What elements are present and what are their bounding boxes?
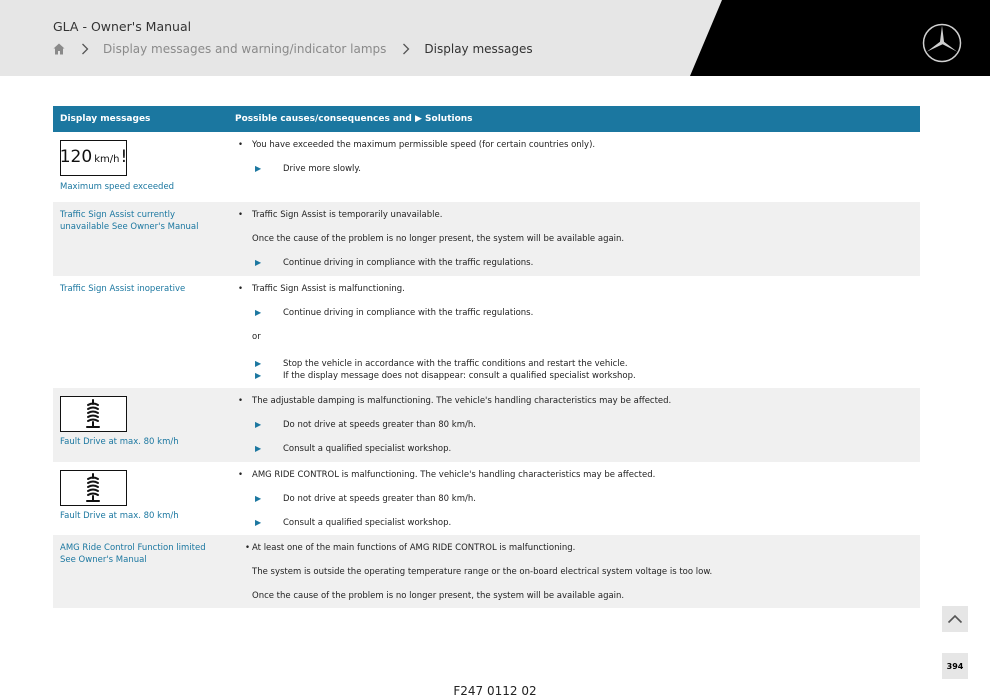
table-row <box>53 388 920 462</box>
cause-text: At least one of the main functions of AMG RIDE CONTROL is malfunctioning. <box>252 543 576 553</box>
message-cell <box>53 132 235 202</box>
solution-arrow-icon: ▶ <box>255 494 262 503</box>
mercedes-star-logo[interactable] <box>922 23 962 63</box>
solution-text: If the display message does not disappear: consult a qualified specialist workshop. <box>283 371 636 381</box>
solution-arrow-icon: ▶ <box>255 359 262 368</box>
table-row <box>53 462 920 535</box>
cause-text: Traffic Sign Assist is temporarily unavailable. <box>252 210 443 220</box>
breadcrumb-link-display-messages-lamps[interactable]: Display messages and warning/indicator lamps <box>103 42 387 56</box>
chevron-up-icon <box>947 614 963 624</box>
message-cell <box>53 202 235 276</box>
solution-cell: • AMG RIDE CONTROL is malfunctioning. The vehicle's handling characteristics may be affected. ▶ Do not drive at speeds greater than 80 km/h. ▶ Consult a qualified specialist workshop. <box>238 470 656 528</box>
suspension-spring-icon <box>60 470 127 506</box>
solution-text: Drive more slowly. <box>283 164 361 174</box>
breadcrumb-current: Display messages <box>424 42 533 56</box>
breadcrumb <box>53 42 533 56</box>
footer-code: F247 0112 02 <box>453 684 537 698</box>
solution-arrow-icon: ▶ <box>255 164 262 173</box>
table-row <box>53 276 920 388</box>
cause-text: Traffic Sign Assist is malfunctioning. <box>252 284 405 294</box>
solution-text: Consult a qualified specialist workshop. <box>283 518 452 528</box>
suspension-spring-icon <box>60 396 127 432</box>
table-row <box>53 535 920 608</box>
scroll-to-top-button[interactable] <box>942 606 968 632</box>
message-cell <box>53 462 235 535</box>
header <box>0 0 990 76</box>
note-text: Once the cause of the problem is no longer present, the system will be available again. <box>252 591 625 601</box>
solution-arrow-icon: ▶ <box>255 258 262 267</box>
solution-arrow-icon: ▶ <box>255 308 262 317</box>
solution-cell: • At least one of the main functions of AMG RIDE CONTROL is malfunctioning. The system is outside the operating temperature range or the on-board electrical system voltage is too low. Once the cause of the problem is no longer present, the system will be available again. <box>245 543 713 601</box>
column-header-display-messages: Display messages <box>60 114 151 124</box>
solution-text: Consult a qualified specialist workshop. <box>283 444 452 454</box>
solution-text: Do not drive at speeds greater than 80 km/h. <box>283 494 476 504</box>
table-header <box>53 106 920 132</box>
message-cell <box>53 276 235 388</box>
message-cell <box>53 388 235 462</box>
table-row <box>53 202 920 276</box>
chevron-right-icon <box>402 43 410 55</box>
solution-arrow-icon: ▶ <box>255 444 262 453</box>
manual-title: GLA - Owner's Manual <box>53 19 192 34</box>
note-text: Once the cause of the problem is no longer present, the system will be available again. <box>252 234 625 244</box>
note-text: The system is outside the operating temperature range or the on-board electrical system voltage is too low. <box>252 567 713 577</box>
page-number-badge <box>942 653 968 679</box>
message-label[interactable]: AMG Ride Control Function limited See Owner's Manual <box>60 543 206 565</box>
solution-text: Continue driving in compliance with the traffic regulations. <box>283 308 534 318</box>
message-cell <box>53 535 235 608</box>
message-label[interactable]: Traffic Sign Assist inoperative <box>60 284 186 294</box>
home-icon[interactable] <box>53 43 65 55</box>
solution-text: Do not drive at speeds greater than 80 km/h. <box>283 420 476 430</box>
solution-cell: • Traffic Sign Assist is temporarily unavailable. Once the cause of the problem is no longer present, the system will be available again. ▶ Continue driving in compliance with the traffic regulations. <box>238 210 625 268</box>
display-messages-table <box>53 106 920 608</box>
table-row <box>53 132 920 202</box>
cause-text: The adjustable damping is malfunctioning. The vehicle's handling characteristics may be affected. <box>252 396 672 406</box>
message-label[interactable]: Traffic Sign Assist currently unavailable See Owner's Manual <box>60 210 199 232</box>
or-text: or <box>252 332 261 342</box>
cause-text: You have exceeded the maximum permissible speed (for certain countries only). <box>252 140 596 150</box>
solution-cell: • You have exceeded the maximum permissible speed (for certain countries only). ▶ Drive more slowly. <box>238 140 596 174</box>
cause-text: AMG RIDE CONTROL is malfunctioning. The vehicle's handling characteristics may be affected. <box>252 470 656 480</box>
speed-limit-icon: 120 km/h ! <box>60 140 127 176</box>
solution-arrow-icon: ▶ <box>255 371 262 380</box>
page-number: 394 <box>946 661 964 671</box>
solution-text: Stop the vehicle in accordance with the traffic conditions and restart the vehicle. <box>283 359 628 369</box>
message-label[interactable]: Maximum speed exceeded <box>60 182 175 192</box>
column-header-causes-solutions: Possible causes/consequences and ▶ Solutions <box>235 114 473 124</box>
message-label[interactable]: Fault Drive at max. 80 km/h <box>60 511 179 521</box>
solution-arrow-icon: ▶ <box>255 420 262 429</box>
solution-arrow-icon: ▶ <box>255 518 262 527</box>
chevron-right-icon <box>81 43 89 55</box>
solution-text: Continue driving in compliance with the traffic regulations. <box>283 258 534 268</box>
message-label[interactable]: Fault Drive at max. 80 km/h <box>60 437 179 447</box>
solution-cell: • The adjustable damping is malfunctioning. The vehicle's handling characteristics may be affected. ▶ Do not drive at speeds greater than 80 km/h. ▶ Consult a qualified specialist workshop. <box>238 396 672 454</box>
solution-cell: • Traffic Sign Assist is malfunctioning. ▶ Continue driving in compliance with the traffic regulations. or ▶ Stop the vehicle in accordance with the traffic conditions and restart the vehicle. ▶ If the display message does not disappear: consult a qualified specialist workshop. <box>238 284 636 381</box>
